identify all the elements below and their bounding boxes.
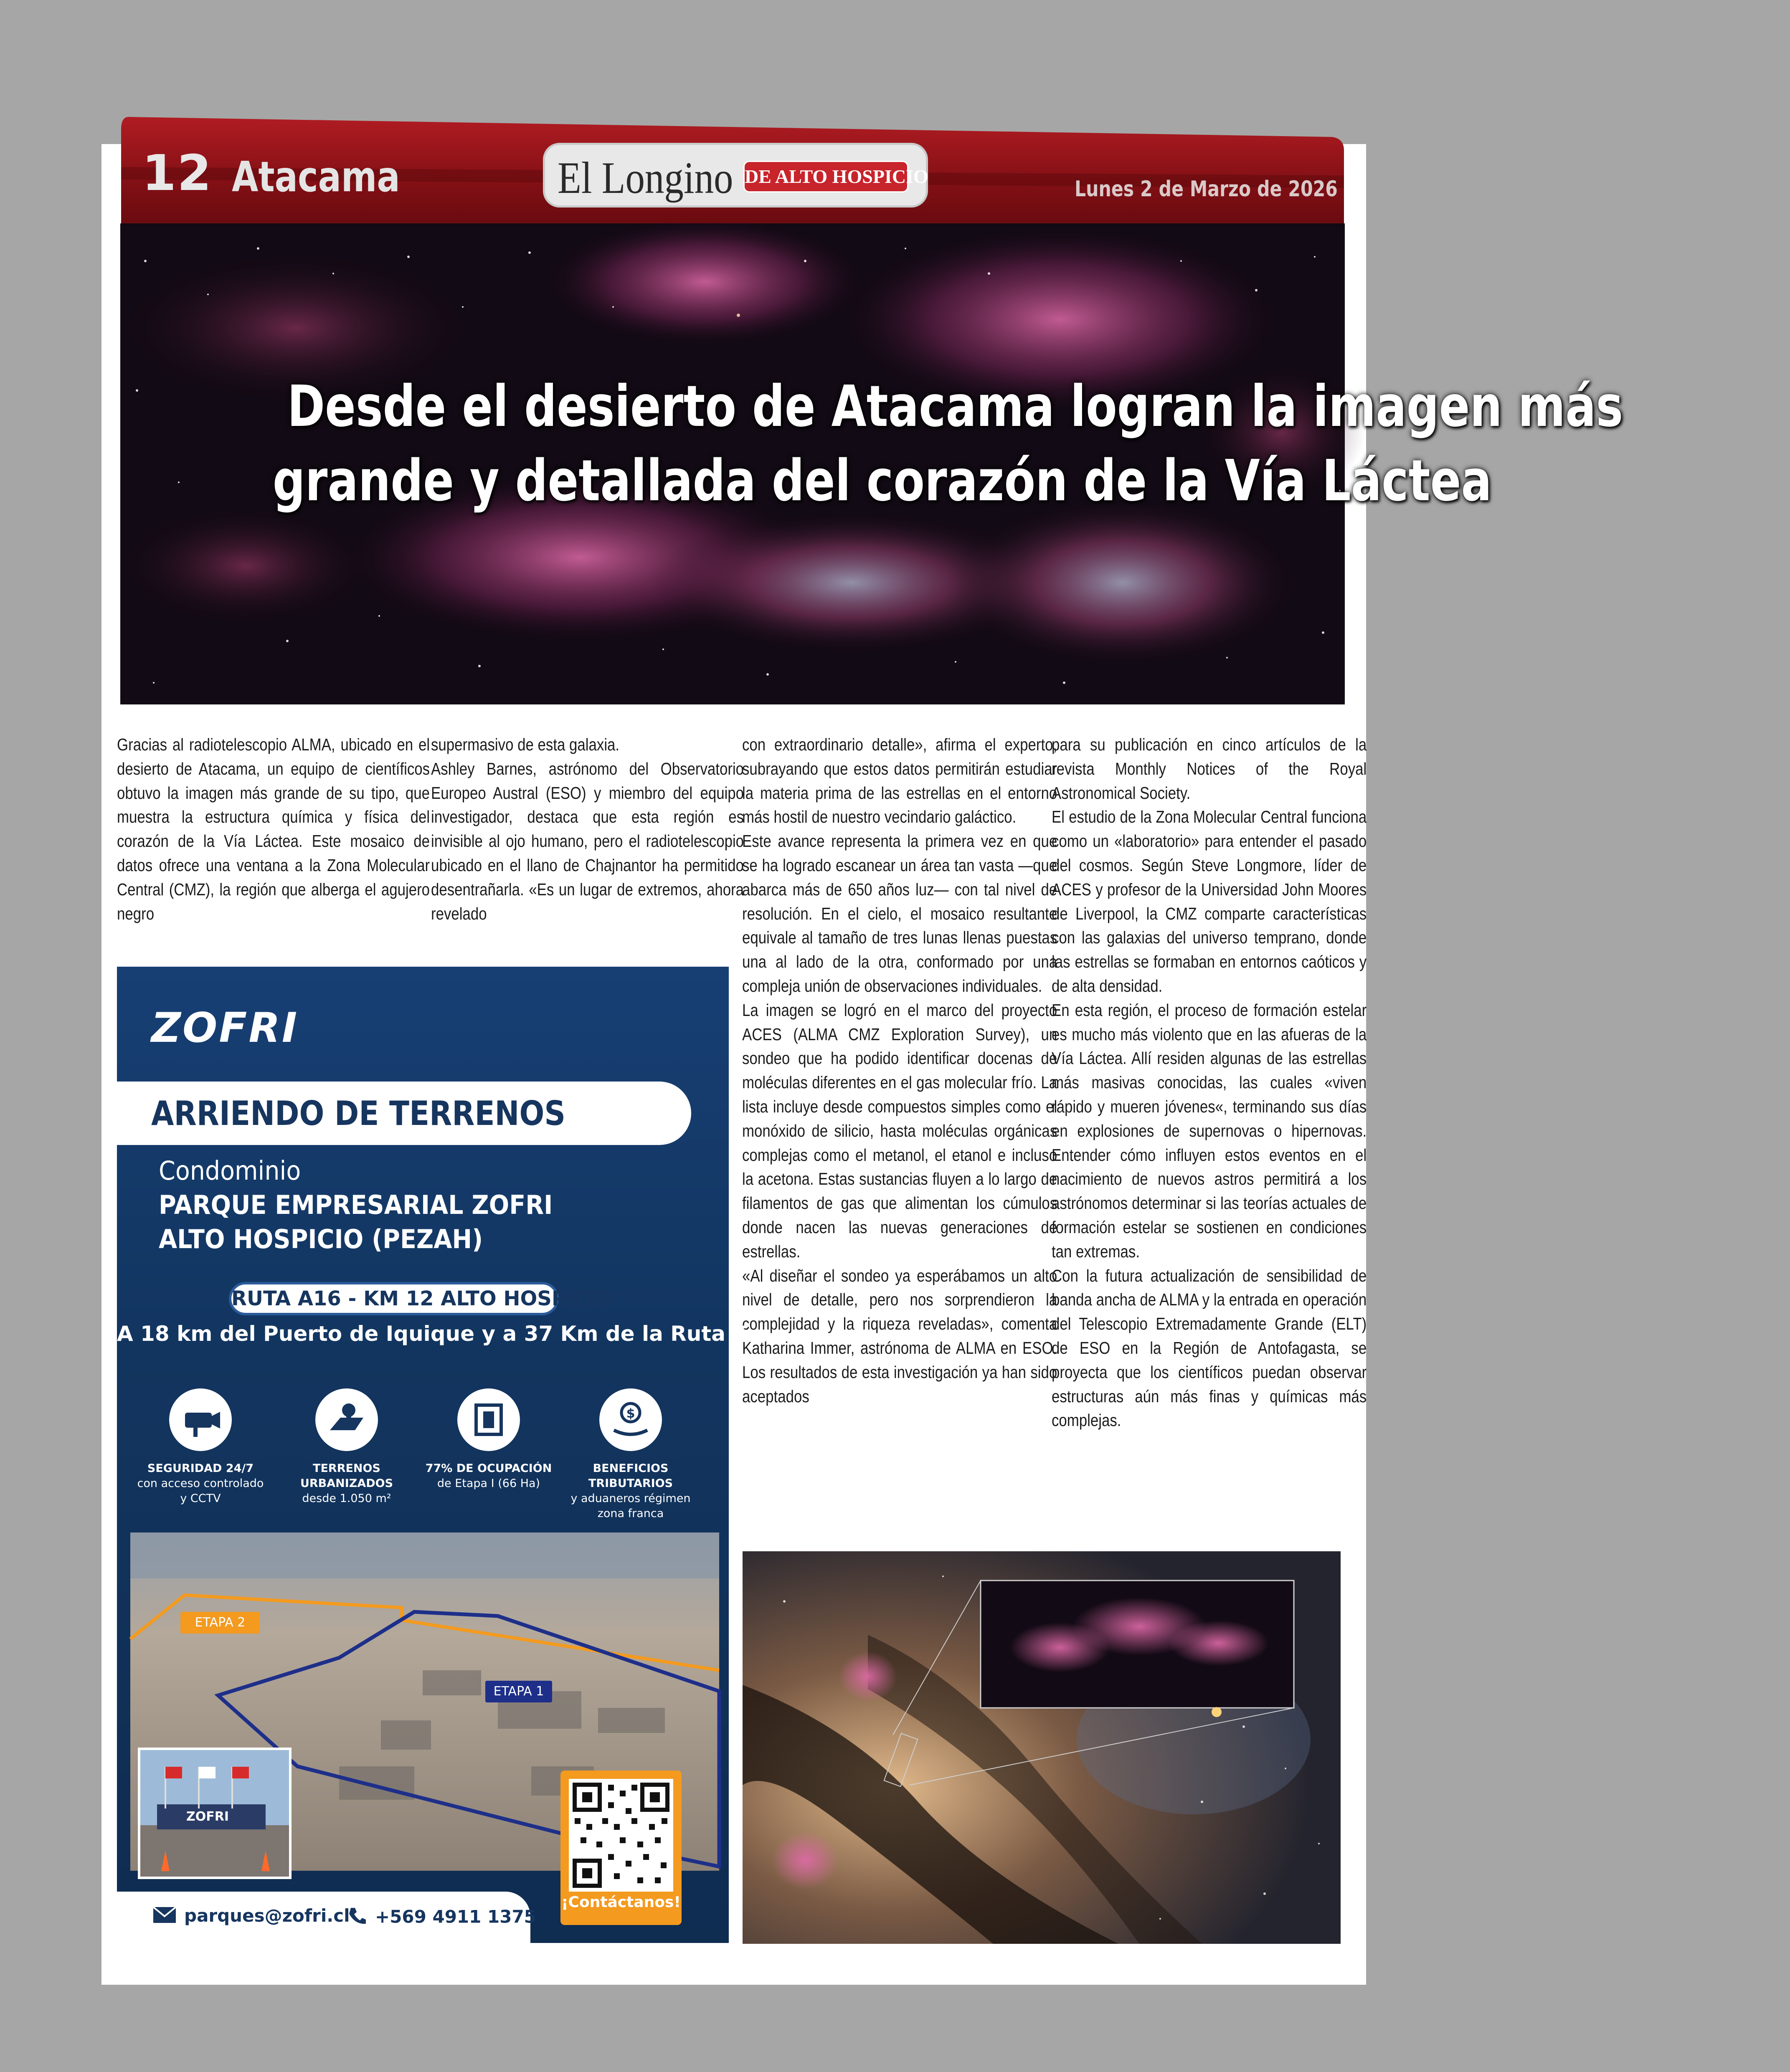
article-headline — [120, 370, 1623, 518]
column-4-paragraph-1: para su publicación en cinco artículos de la revista Monthly Notices of the Royal Astronomical Society. — [1052, 735, 1367, 803]
zofri-logo: ZOFRI — [151, 1004, 299, 1052]
ad-phone-text[interactable]: +569 4911 1375 — [375, 1906, 536, 1927]
ad-email-text[interactable]: parques@zofri.cl — [184, 1905, 350, 1926]
headline-line-1: Desde el desierto de Atacama logran la imagen más — [287, 374, 1623, 440]
stage-2-label: ETAPA 2 — [195, 1615, 246, 1630]
mail-icon — [152, 1906, 177, 1928]
section-name: Atacama — [232, 152, 400, 201]
feature-tax-sub1: y aduaneros régimen — [570, 1492, 691, 1505]
ad-route-badge: RUTA A16 - KM 12 ALTO HOSPICIO — [229, 1282, 559, 1315]
entrance-photo — [138, 1748, 292, 1879]
contact-cta[interactable]: ¡Contáctanos! — [561, 1894, 681, 1911]
zofri-advertisement — [117, 967, 748, 1943]
column-4-paragraph-2: El estudio de la Zona Molecular Central funciona como un «laboratorio» para entender el pasado del cosmos. Según Steve Longmore, líder de ACES y profesor de la Universidad John Moores de Liverpool, la CMZ comparte características con las galaxias del universo temprano, donde las estrellas se formaban en entornos caóticos y de alta densidad. — [1052, 807, 1367, 995]
building-icon — [457, 1388, 520, 1451]
feature-land — [271, 1388, 422, 1506]
ad-phone[interactable] — [347, 1905, 536, 1930]
masthead-title: El Longino — [558, 153, 733, 203]
feature-land-title: TERRENOS URBANIZADOS — [300, 1462, 393, 1490]
column-3-paragraph-1: con extraordinario detalle», afirma el experto, subrayando que estos datos permitirán estudiar la materia prima de las estrellas en el entorno más hostil de nuestro vecindario galáctico. — [742, 735, 1057, 827]
issue-date: Lunes 2 de Marzo de 2026 — [1075, 177, 1338, 202]
feature-security — [125, 1388, 276, 1506]
money-icon — [599, 1388, 662, 1451]
article-column-2 — [431, 733, 744, 926]
article-column-4 — [1052, 733, 1367, 1433]
feature-security-sub1: con acceso controlado — [137, 1477, 264, 1490]
masthead-subtitle: DE ALTO HOSPICIO — [743, 161, 908, 193]
feature-occupancy-title: 77% DE OCUPACIÓN — [425, 1462, 552, 1475]
masthead-logo — [543, 143, 928, 208]
feature-occupancy — [413, 1388, 564, 1491]
map-icon — [315, 1388, 378, 1451]
qr-code-block[interactable] — [560, 1771, 682, 1925]
ad-distance: A 18 km del Puerto de Iquique y a 37 Km de la Ruta 5 — [117, 1322, 748, 1346]
column-3-paragraph-4: «Al diseñar el sondeo ya esperábamos un alto nivel de detalle, pero nos sorprendieron la complejidad y la riqueza reveladas», comenta Katharina Immer, astrónoma de ALMA en ESO. Los resultados de esta investigación ya han sido aceptados — [742, 1266, 1057, 1406]
column-2-paragraph-2: Ashley Barnes, astrónomo del Observatorio Europeo Austral (ESO) y miembro del equipo investigador, destaca que esta región es invisible al ojo humano, pero el radiotelescopio ubicado en el llano de Chajnantor ha permitido desentrañarla. «Es un lugar de extremos, ahora revelado — [431, 759, 744, 923]
feature-tax-title: BENEFICIOS TRIBUTARIOS — [588, 1462, 673, 1490]
ad-condominium-block — [159, 1154, 587, 1256]
column-3-paragraph-3: La imagen se logró en el marco del proyecto ACES (ALMA CMZ Exploration Survey), un sondeo que ha podido identificar docenas de moléculas diferentes en el gas molecular frío. La lista incluye desde compuestos simples como el monóxido de silicio, hasta moléculas orgánicas complejas como el metanol, el etanol e incluso la acetona. Estas sustancias fluyen a lo largo de filamentos de gas que alimentan los cúmulos donde nacen las nuevas generaciones de estrellas. — [742, 1000, 1057, 1261]
column-3-paragraph-2: Este avance representa la primera vez en que se ha logrado escanear un área tan vasta —que abarca más de 650 años luz— con tal nivel de resolución. En el cielo, el mosaico resultante equivale al tamaño de tres lunas llenas puestas una al lado de la otra, conformado por una compleja unión de observaciones individuales. — [742, 831, 1057, 995]
hero-image — [120, 223, 1623, 704]
article-column-1 — [117, 733, 430, 926]
headline-line-2: grande y detallada del corazón de la Vía Láctea — [272, 448, 1492, 514]
galactic-center-photo — [743, 1551, 1341, 1944]
feature-occupancy-sub1: de Etapa I (66 Ha) — [437, 1477, 540, 1490]
camera-icon — [169, 1388, 232, 1451]
feature-tax-sub2: zona franca — [597, 1507, 664, 1520]
condo-line-1: Condominio — [159, 1155, 301, 1186]
condo-line-3: ALTO HOSPICIO (PEZAH) — [159, 1224, 483, 1254]
column-4-paragraph-3: En esta región, el proceso de formación estelar es mucho más violento que en las afueras de la Vía Láctea. Allí residen algunas de las estrellas más masivas conocidas, las cuales «viven rápido y mueren jóvenes«, terminando sus días en explosiones de supernovas o hipernovas. Entender cómo influyen estos eventos en el nacimiento de nuevos astros permitirá a los astrónomos determinar si las teorías actuales de formación estelar se sostienen en condiciones tan extremas. — [1052, 1000, 1367, 1261]
feature-tax — [555, 1388, 706, 1521]
stage-1-label: ETAPA 1 — [493, 1684, 544, 1699]
qr-code[interactable] — [569, 1779, 673, 1892]
ad-banner-text: ARRIENDO DE TERRENOS — [151, 1094, 566, 1133]
feature-security-sub2: y CCTV — [180, 1492, 221, 1505]
column-2-paragraph-1: supermasivo de esta galaxia. — [431, 735, 620, 754]
article-column-3 — [742, 733, 1057, 1408]
entrance-sign: ZOFRI — [186, 1809, 229, 1824]
feature-land-sub1: desde 1.050 m² — [302, 1492, 391, 1505]
condo-line-2: PARQUE EMPRESARIAL ZOFRI — [159, 1190, 553, 1220]
page-number: 12 — [142, 144, 213, 202]
svg-text:$: $ — [626, 1406, 635, 1421]
ad-email[interactable] — [152, 1905, 350, 1928]
column-4-paragraph-4: Con la futura actualización de sensibilidad de banda ancha de ALMA y la entrada en operación del Telescopio Extremadamente Grande (ELT) de ESO en la Región de Antofagasta, se proyecta que los científicos puedan observar estructuras aún más finas y químicas más complejas. — [1052, 1266, 1367, 1430]
feature-security-title: SEGURIDAD 24/7 — [147, 1462, 254, 1475]
column-1-paragraph: Gracias al radiotelescopio ALMA, ubicado en el desierto de Atacama, un equipo de científicos obtuvo la imagen más grande de su tipo, que muestra la estructura química y física del corazón de la Vía Láctea. Este mosaico de datos ofrece una ventana a la Zona Molecular Central (CMZ), la región que alberga el agujero negro — [117, 735, 430, 923]
phone-icon — [347, 1905, 368, 1930]
